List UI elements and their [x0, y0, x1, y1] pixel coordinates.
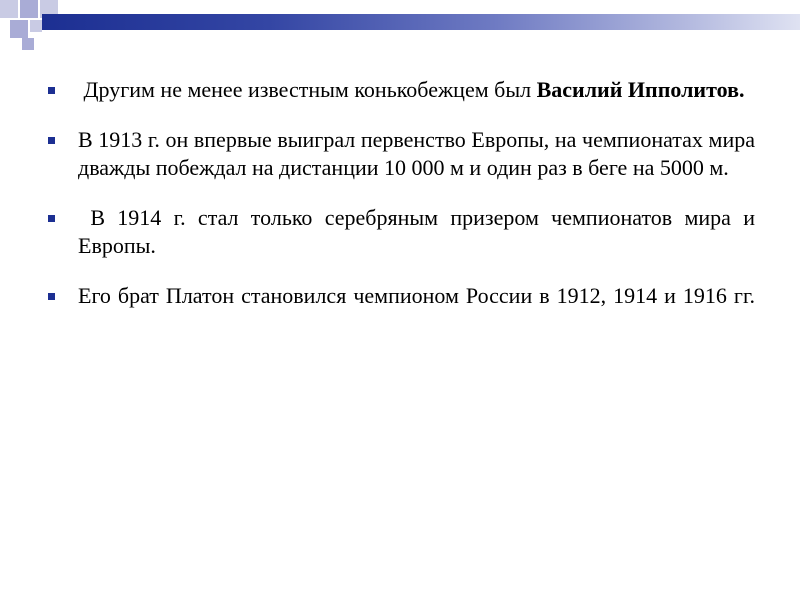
list-item — [48, 282, 755, 310]
paragraph-bold-text: Василий Ипполитов. — [536, 77, 745, 102]
header-gradient-bar — [42, 14, 800, 30]
paragraph-text: В 1913 г. он впервые выиграл первенство Европы, на чемпионатах мира дважды побеждал на дистанции 10 000 м и один раз в беге на 5000 м. — [78, 127, 755, 180]
paragraph-text: Его брат Платон становился чемпионом России в 1912, 1914 и 1916 гг. — [78, 283, 755, 308]
square-bullet-icon — [48, 215, 55, 222]
list-item — [48, 76, 755, 104]
square-bullet-icon — [48, 87, 55, 94]
slide-body — [48, 76, 755, 332]
square-bullet-icon — [48, 293, 55, 300]
paragraph-text: В 1914 г. стал только серебряным призером чемпионатов мира и Европы. — [78, 205, 755, 258]
list-item — [48, 204, 755, 260]
square-bullet-icon — [48, 137, 55, 144]
paragraph-text: Другим не менее известным конькобежцем был — [83, 77, 537, 102]
list-item — [48, 126, 755, 182]
